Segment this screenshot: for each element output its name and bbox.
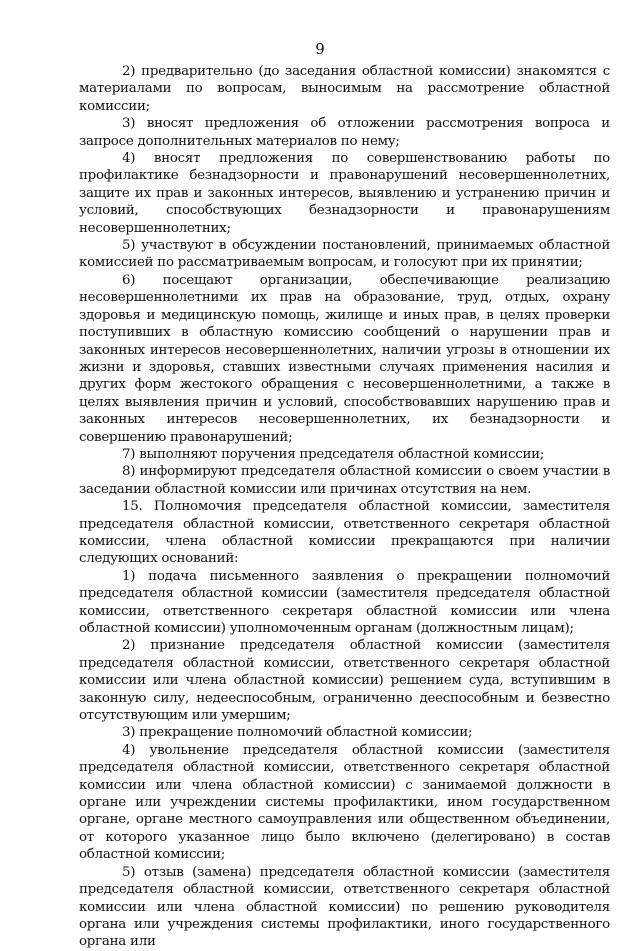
paragraph-item-4: 4) вносят предложения по совершенствованию работы по профилактике безнадзорности и правонарушений несовершеннолетних, защите их прав и законных интересов, выявлению и устранению причин и условий, способствующих безнадзорности и правонарушениям несовершеннолетних;: [79, 151, 610, 236]
paragraph-item-8: 8) информируют председателя областной комиссии о своем участии в заседании областной комиссии или причинах отсутствия на нем.: [79, 464, 610, 497]
termination-ground-2: 2) признание председателя областной комиссии (заместителя председателя областной комиссии, ответственного секретаря областной комиссии или члена областной комиссии) решением суда, вступившим в законную силу, недееспособным, ограниченно дееспособным и безвестно отсутствующим или умершим;: [79, 638, 610, 724]
paragraph-item-2: 2) предварительно (до заседания областной комиссии) знакомятся с материалами по вопросам, выносимым на рассмотрение областной комиссии;: [79, 64, 610, 114]
termination-ground-4: 4) увольнение председателя областной комиссии (заместителя председателя областной комиссии, ответственного секретаря областной комиссии или члена областной комиссии) с занимаемой должности в органе или учреждении системы профилактики, ином государственном органе, органе местного самоуправления или общественном объединении, от которого указанное лицо было включено (делегировано) в состав областной комиссии;: [79, 742, 610, 863]
termination-ground-3: 3) прекращение полномочий областной комиссии;: [122, 725, 473, 741]
termination-ground-1: 1) подача письменного заявления о прекращении полномочий председателя областной комиссии (заместителя председателя областной комиссии, ответственного секретаря областной комиссии или члена областной комиссии) уполномоченным органам (должностным лицам);: [79, 568, 610, 636]
section-15-paragraph: 15. Полномочия председателя областной комиссии, заместителя председателя областной комиссии, ответственного секретаря областной комиссии, члена областной комиссии прекращаются при наличии следующих оснований:: [79, 499, 610, 567]
page-number: 9: [315, 40, 325, 58]
termination-ground-5: 5) отзыв (замена) председателя областной комиссии (заместителя председателя областной комиссии, ответственного секретаря областной комиссии или члена областной комиссии) по решению руководителя органа или учреждения системы профилактики, иного государственного органа или: [79, 864, 610, 950]
paragraph-item-6: 6) посещают организации, обеспечивающие реализацию несовершеннолетними их прав на образование, труд, отдых, охрану здоровья и медицинскую помощь, жилище и иных прав, в целях проверки поступивших в областную комиссию сообщений о нарушении прав и законных интересов несовершеннолетних, наличии угрозы в отношении их жизни и здоровья, ставших известными случаях применения насилия и других форм жестокого обращения с несовершеннолетними, а также в целях выявления причин и условий, способствовавших нарушению прав и законных интересов несовершеннолетних, их безнадзорности и совершению правонарушений;: [79, 272, 610, 445]
paragraph-item-5: 5) участвуют в обсуждении постановлений, принимаемых областной комиссией по рассматриваемым вопросам, и голосуют при их принятии;: [79, 238, 610, 271]
paragraph-item-7: 7) выполняют поручения председателя областной комиссии;: [122, 446, 545, 462]
document-body: [79, 63, 610, 951]
paragraph-item-3: 3) вносят предложения об отложении рассмотрения вопроса и запросе дополнительных материалов по нему;: [79, 116, 610, 149]
